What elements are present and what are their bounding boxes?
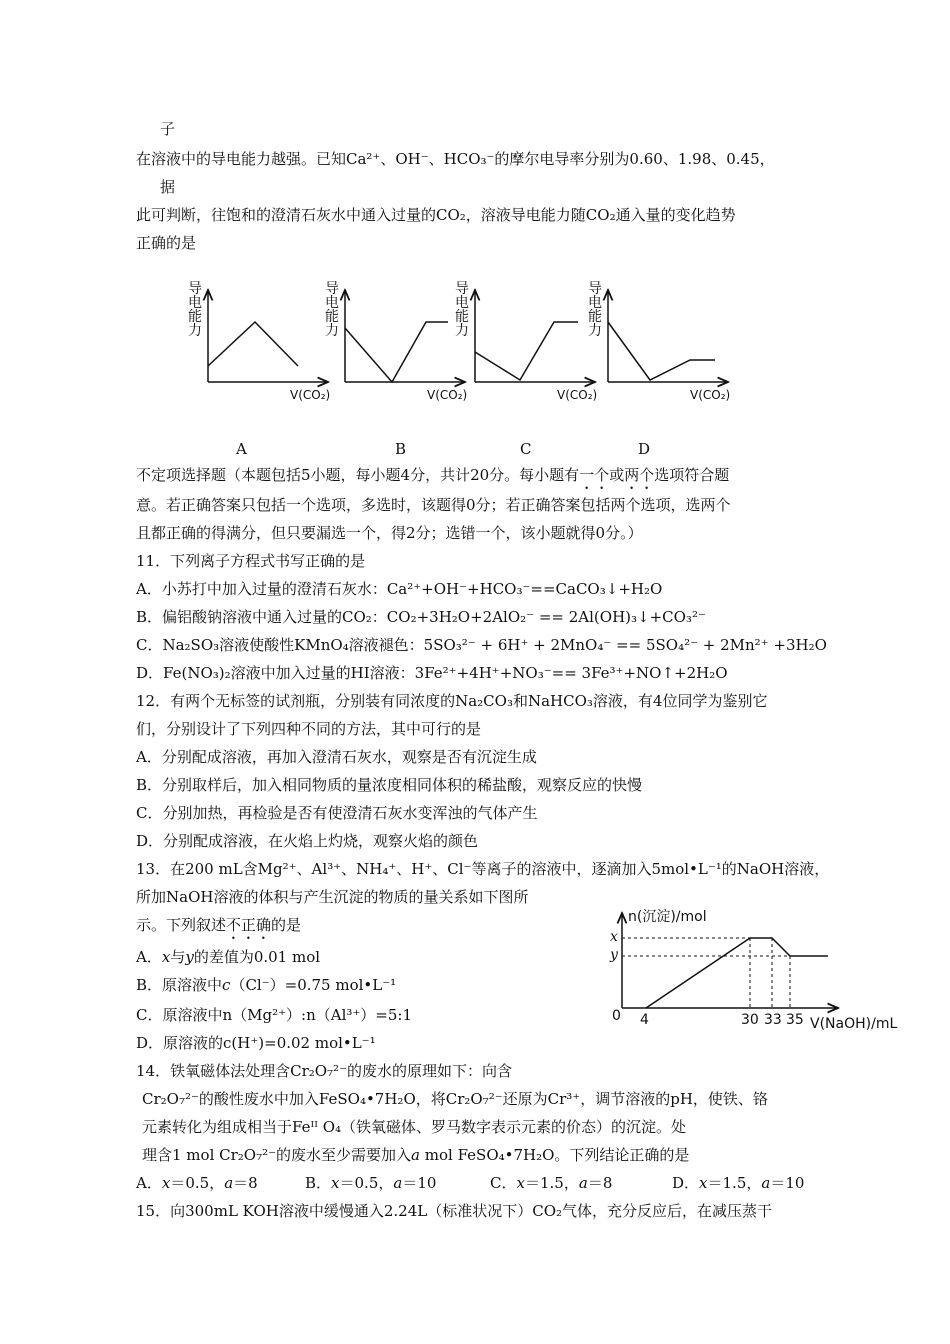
q13-option-b: B．原溶液中c（Cl⁻）=0.75 mol•L⁻¹ bbox=[136, 976, 397, 994]
section-line-2: 意。若正确答案只包括一个选项，多选时，该题得0分；若正确答案包括两个选项，选两个 bbox=[136, 496, 731, 514]
q15-stem: 15．向300mL KOH溶液中缓慢通入2.24L（标准状况下）CO₂气体，充分反应后，在减压蒸干 bbox=[136, 1202, 773, 1220]
q11-stem: 11．下列离子方程式书写正确的是 bbox=[136, 552, 366, 570]
precipitate-curve bbox=[646, 938, 828, 1008]
intro-line-2: 在溶液中的导电能力越强。已知Ca²⁺、OH⁻、HCO₃⁻的摩尔电导率分别为0.60、1.98、0.45， bbox=[136, 150, 775, 168]
intro-line-1: 子 bbox=[160, 120, 176, 138]
graph-c bbox=[475, 290, 595, 382]
q12-option-c: C．分别加热，再检验是否有使澄清石灰水变浑浊的气体产生 bbox=[136, 804, 538, 822]
section-line-1: 不定项选择题（本题包括5小题，每小题4分，共计20分。每小题有一个或两个选项符合题 bbox=[136, 466, 730, 484]
q14-option-a: A．x＝0.5，a＝8 bbox=[136, 1174, 258, 1192]
q12-option-d: D．分别配成溶液，在火焰上灼烧，观察火焰的颜色 bbox=[136, 832, 479, 850]
graph-a-xlabel: V(CO₂) bbox=[290, 388, 331, 402]
graph-option-b: B bbox=[395, 440, 407, 458]
q12-stem-1: 12．有两个无标签的试剂瓶，分别装有同浓度的Na₂CO₃和NaHCO₃溶液，有4位同学为鉴别它 bbox=[136, 692, 768, 710]
graph-a-ylabel: 导电能力 bbox=[188, 281, 202, 339]
q11-option-d: D．Fe(NO₃)₂溶液中加入过量的HI溶液：3Fe²⁺+4H⁺+NO₃⁻== 3Fe³⁺+NO↑+2H₂O bbox=[136, 664, 728, 682]
q13-option-d: D．原溶液的c(H⁺)=0.02 mol•L⁻¹ bbox=[136, 1034, 376, 1052]
graph-c-ylabel: 导电能力 bbox=[455, 281, 469, 339]
q13-option-c: C．原溶液中n（Mg²⁺）:n（Al³⁺）=5:1 bbox=[136, 1006, 413, 1024]
graph-d-ylabel: 导电能力 bbox=[588, 281, 602, 339]
precipitate-graph-tick-y: y bbox=[610, 947, 618, 963]
q14-option-d: D．x＝1.5，a＝10 bbox=[672, 1174, 805, 1192]
graph-d bbox=[608, 290, 728, 382]
q14-stem-1: 14．铁氧磁体法处理含Cr₂O₇²⁻的废水的原理如下：向含 bbox=[136, 1062, 512, 1080]
intro-line-3: 据 bbox=[160, 178, 176, 196]
graph-option-a: A bbox=[236, 440, 247, 458]
precipitate-graph-tick-x: x bbox=[610, 929, 618, 945]
precipitate-graph-xtick-4: 4 bbox=[640, 1012, 649, 1028]
graph-b-xlabel: V(CO₂) bbox=[427, 388, 468, 402]
q12-option-b: B．分别取样后，加入相同物质的量浓度相同体积的稀盐酸，观察反应的快慢 bbox=[136, 776, 643, 794]
precipitate-graph-origin: 0 bbox=[612, 1008, 621, 1024]
q14-option-c: C．x＝1.5，a＝8 bbox=[490, 1174, 613, 1192]
intro-line-5: 正确的是 bbox=[136, 234, 197, 252]
graph-b-ylabel: 导电能力 bbox=[325, 281, 339, 339]
q13-stem-3: 示。下列叙述不正确的是 bbox=[136, 916, 302, 934]
graph-option-c: C bbox=[520, 440, 532, 458]
q11-option-a: A．小苏打中加入过量的澄清石灰水：Ca²⁺+OH⁻+HCO₃⁻==CaCO₃↓+H₂O bbox=[136, 580, 663, 598]
precipitate-graph-xtick-30: 30 bbox=[741, 1012, 759, 1028]
q13-stem-2: 所加NaOH溶液的体积与产生沉淀的物质的量关系如下图所 bbox=[136, 888, 529, 906]
section-line-3: 且都正确的得满分，但只要漏选一个，得2分；选错一个，该小题就得0分。） bbox=[136, 524, 643, 542]
q14-stem-3: 元素转化为组成相当于Feᴵᴵ O₄（铁氧磁体、罗马数字表示元素的价态）的沉淀。处 bbox=[142, 1118, 687, 1136]
q12-stem-2: 们，分别设计了下列四种不同的方法，其中可行的是 bbox=[136, 720, 482, 738]
q13-stem-1: 13．在200 mL含Mg²⁺、Al³⁺、NH₄⁺、H⁺、Cl⁻等离子的溶液中，逐滴加入5mol•L⁻¹的NaOH溶液， bbox=[136, 860, 830, 878]
graph-b bbox=[345, 290, 465, 382]
q14-stem-2: Cr₂O₇²⁻的酸性废水中加入FeSO₄•7H₂O，将Cr₂O₇²⁻还原为Cr³⁺，调节溶液的pH，使铁、铬 bbox=[142, 1090, 768, 1108]
precipitate-graph-xtick-35: 35 bbox=[786, 1012, 804, 1028]
precipitate-graph-xtick-33: 33 bbox=[764, 1012, 782, 1028]
q14-stem-4: 理含1 mol Cr₂O₇²⁻的废水至少需要加入a mol FeSO₄•7H₂O。下列结论正确的是 bbox=[142, 1146, 690, 1164]
q11-option-b: B．偏铝酸钠溶液中通入过量的CO₂：CO₂+3H₂O+2AlO₂⁻ == 2Al(OH)₃↓+CO₃²⁻ bbox=[136, 608, 706, 626]
q12-option-a: A．分别配成溶液，再加入澄清石灰水，观察是否有沉淀生成 bbox=[136, 748, 537, 766]
q13-option-a: A．x与y的差值为0.01 mol bbox=[136, 948, 321, 966]
q14-option-b: B．x＝0.5，a＝10 bbox=[305, 1174, 437, 1192]
precipitate-graph-ylabel: n(沉淀)/mol bbox=[628, 909, 707, 925]
precipitate-graph-xlabel: V(NaOH)/mL bbox=[810, 1016, 898, 1032]
graph-c-xlabel: V(CO₂) bbox=[557, 388, 598, 402]
q11-option-c: C．Na₂SO₃溶液使酸性KMnO₄溶液褪色：5SO₃²⁻ + 6H⁺ + 2MnO₄⁻ == 5SO₄²⁻ + 2Mn²⁺ +3H₂O bbox=[136, 636, 827, 654]
graph-d-xlabel: V(CO₂) bbox=[690, 388, 731, 402]
intro-line-4: 此可判断，往饱和的澄清石灰水中通入过量的CO₂，溶液导电能力随CO₂通入量的变化趋势 bbox=[136, 206, 736, 224]
graph-option-d: D bbox=[638, 440, 651, 458]
graph-a bbox=[208, 290, 328, 382]
